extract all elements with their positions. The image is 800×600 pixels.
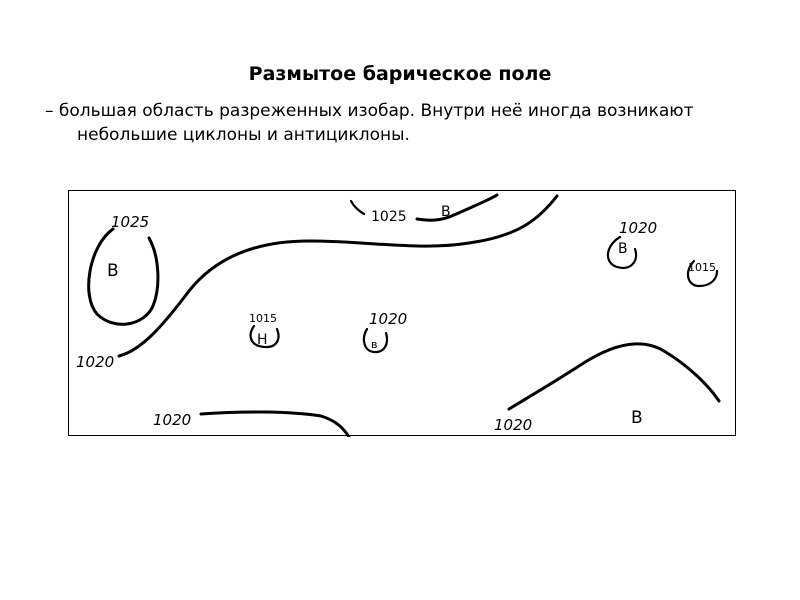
label-1020-top-right: 1020: [619, 219, 658, 237]
marker-high-center: в: [371, 338, 378, 351]
slide-description: – большая область разреженных изобар. Внутри неё иногда возникают небольшие циклоны и антициклоны.: [45, 101, 694, 145]
marker-high-top-center: В: [441, 204, 451, 220]
isobar-top-right-curve: [417, 195, 497, 220]
marker-high-top-left: В: [107, 261, 119, 281]
slide-title: Размытое барическое поле: [248, 63, 552, 85]
label-1025-top-center: 1025: [371, 209, 407, 225]
isobar-map-svg: [69, 191, 737, 437]
isobar-bottom-left: [201, 412, 349, 437]
label-1015-far-right: 1015: [688, 261, 716, 274]
pressure-map: [68, 190, 736, 436]
marker-high-top-right: В: [618, 241, 628, 257]
label-1015-center: 1015: [249, 312, 277, 325]
label-1020-bottom-left: 1020: [153, 411, 192, 429]
isobar-top-center: [351, 201, 364, 214]
label-1020-bottom-right: 1020: [494, 416, 533, 434]
marker-low-center: Н: [257, 332, 268, 348]
label-1020-left: 1020: [76, 353, 115, 371]
isobar-high-top-left: [89, 229, 158, 324]
label-1020-center: 1020: [369, 310, 408, 328]
label-1025-top-left: 1025: [111, 213, 150, 231]
marker-high-bottom-right: В: [631, 408, 643, 428]
isobar-bottom-right: [509, 344, 719, 409]
isobar-long-1020: [119, 196, 557, 356]
